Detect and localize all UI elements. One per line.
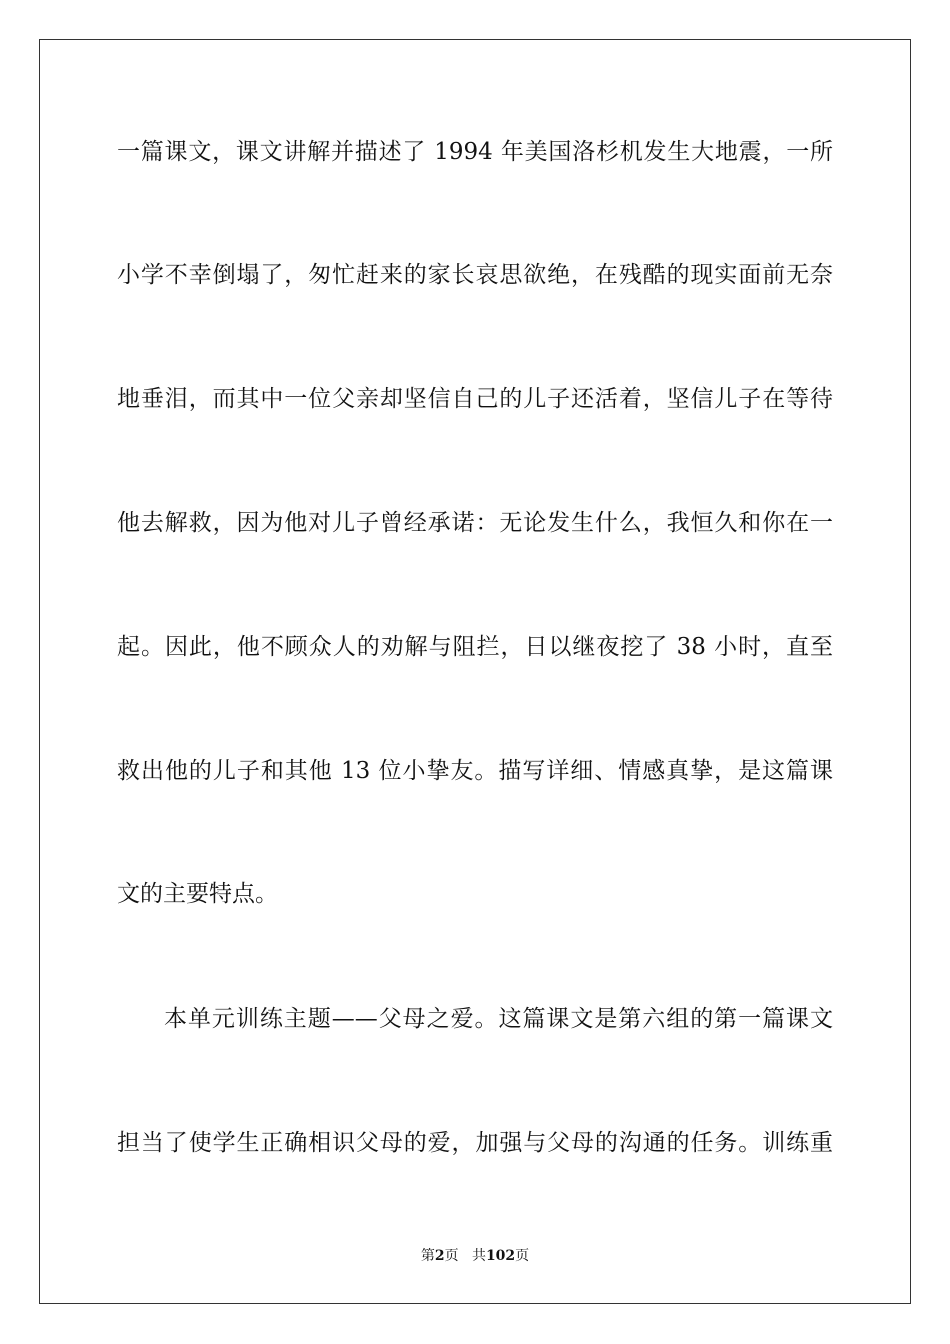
body-line-6: 救出他的儿子和其他 13 位小挚友。描写详细、情感真挚，是这篇课 bbox=[117, 758, 833, 784]
body-line-4: 他去解救，因为他对儿子曾经承诺：无论发生什么，我恒久和你在一 bbox=[117, 510, 833, 536]
body-line-9: 担当了使学生正确相识父母的爱，加强与父母的沟通的任务。训练重 bbox=[117, 1130, 833, 1156]
footer-page-number: 2 bbox=[434, 1248, 445, 1264]
page-border bbox=[39, 39, 911, 1304]
footer-total-pages: 102 bbox=[485, 1248, 516, 1264]
body-line-1: 一篇课文，课文讲解并描述了 1994 年美国洛杉机发生大地震，一所 bbox=[117, 139, 833, 165]
page-footer bbox=[0, 1245, 950, 1265]
footer-prefix: 第 bbox=[420, 1248, 435, 1264]
footer-page-suffix: 页 bbox=[444, 1248, 459, 1264]
footer-total-prefix: 共 bbox=[471, 1248, 486, 1264]
body-line-3: 地垂泪，而其中一位父亲却坚信自己的儿子还活着，坚信儿子在等待 bbox=[117, 386, 833, 412]
body-line-8: 本单元训练主题——父母之爱。这篇课文是第六组的第一篇课文 bbox=[164, 1006, 833, 1032]
body-line-2: 小学不幸倒塌了，匆忙赶来的家长哀思欲绝，在残酷的现实面前无奈 bbox=[117, 262, 833, 288]
body-line-5: 起。因此，他不顾众人的劝解与阻拦，日以继夜挖了 38 小时，直至 bbox=[117, 634, 833, 660]
body-line-7: 文的主要特点。 bbox=[117, 881, 278, 907]
footer-total-suffix: 页 bbox=[515, 1248, 530, 1264]
